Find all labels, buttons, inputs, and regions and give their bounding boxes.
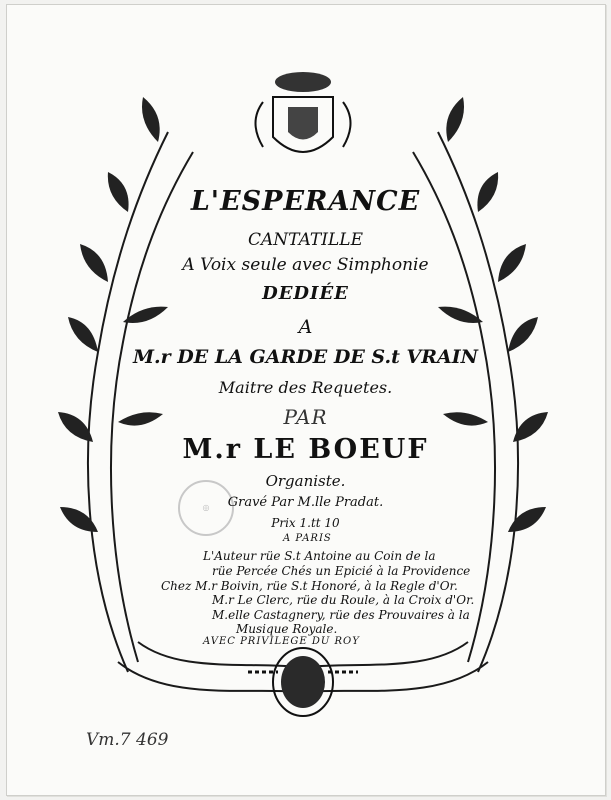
composer-role: Organiste.	[265, 472, 346, 490]
address-line: M.r Le Clerc, rüe du Roule, à la Croix d'Or.	[212, 593, 475, 607]
privilege: AVEC PRIVILEGE DU ROY	[203, 636, 360, 647]
dedicatee-role: Maitre des Requetes.	[218, 378, 393, 397]
address-line: Chez M.r Boivin, rüe S.t Honoré, à la Regle d'Or.	[161, 579, 458, 593]
address-city: A PARIS	[283, 533, 332, 544]
address-line: Musique Royale.	[236, 622, 338, 636]
page-title: L'ESPERANCE	[190, 186, 421, 217]
address-line: M.elle Castagnery, rüe des Prouvaires à la	[212, 608, 470, 622]
address-line: rüe Percée Chés un Epicié à la Providence	[212, 564, 471, 578]
composer: M.r LE BOEUF	[182, 434, 429, 465]
library-stamp-icon: ◎	[178, 480, 234, 536]
bottom-medallion-icon	[248, 648, 358, 716]
dedication: DEDIÉE	[262, 283, 349, 304]
subtitle-cantatille: CANTATILLE	[248, 230, 363, 250]
address-line: L'Auteur rüe S.t Antoine au Coin de la	[203, 549, 436, 563]
engraver: Gravé Par M.lle Pradat.	[227, 495, 384, 510]
dedication-to: A	[298, 316, 313, 338]
price: Prix 1.tt 10	[271, 516, 340, 530]
subtitle-voice: A Voix seule avec Simphonie	[182, 255, 429, 275]
shelfmark: Vm.7 469	[86, 730, 169, 750]
by-label: PAR	[283, 405, 328, 429]
coat-of-arms-icon	[256, 72, 351, 152]
dedicatee: M.r DE LA GARDE DE S.t VRAIN	[132, 346, 479, 368]
